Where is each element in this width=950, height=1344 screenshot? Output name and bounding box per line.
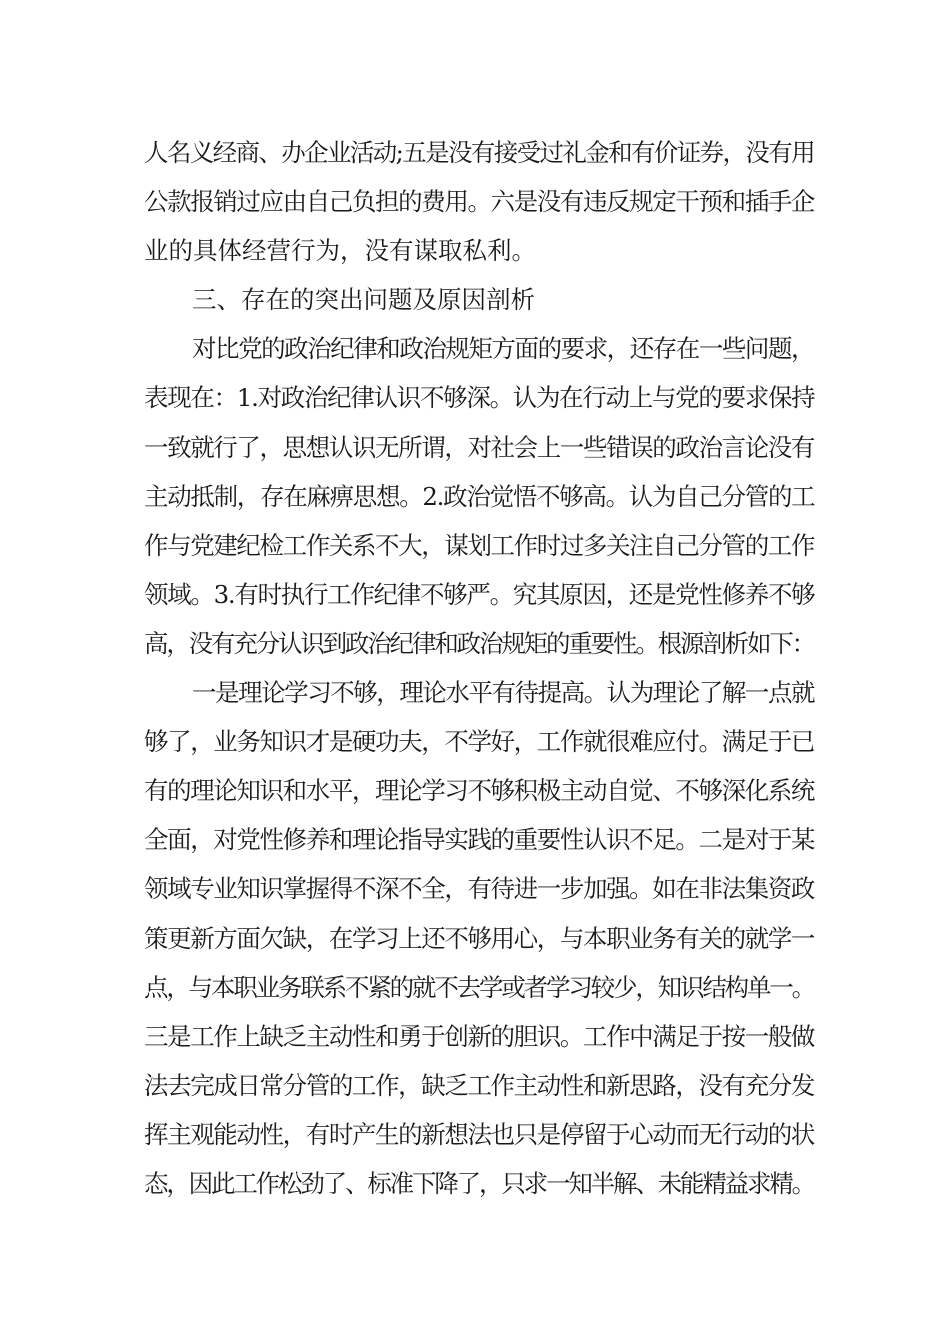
body-line: 公款报销过应由自己负担的费用。六是没有违反规定干预和插手企 <box>144 187 814 217</box>
body-line: 态，因此工作松劲了、标准下降了，只求一知半解、未能精益求精。 <box>144 1168 814 1198</box>
body-line: 作与党建纪检工作关系不大，谋划工作时过多关注自己分管的工作 <box>144 530 814 560</box>
body-line: 策更新方面欠缺，在学习上还不够用心，与本职业务有关的就学一 <box>144 923 814 953</box>
body-line: 领域专业知识掌握得不深不全，有待进一步加强。如在非法集资政 <box>144 874 814 904</box>
body-line: 主动抵制，存在麻痹思想。2.政治觉悟不够高。认为自己分管的工 <box>144 481 815 511</box>
paragraph-first-line: 一是理论学习不够，理论水平有待提高。认为理论了解一点就 <box>192 678 814 708</box>
body-line: 一致就行了，思想认识无所谓，对社会上一些错误的政治言论没有 <box>144 432 814 462</box>
body-line: 表现在：1.对政治纪律认识不够深。认为在行动上与党的要求保持 <box>144 383 815 413</box>
body-line: 领域。3.有时执行工作纪律不够严。究其原因，还是党性修养不够 <box>144 579 815 609</box>
body-line: 够了，业务知识才是硬功夫，不学好，工作就很难应付。满足于已 <box>144 727 814 757</box>
body-line: 人名义经商、办企业活动;五是没有接受过礼金和有价证券，没有用 <box>144 138 814 167</box>
paragraph-first-line: 对比党的政治纪律和政治规矩方面的要求，还存在一些问题， <box>192 334 814 364</box>
paragraph-end-line: 高，没有充分认识到政治纪律和政治规矩的重要性。根源剖析如下： <box>144 628 814 658</box>
body-line: 全面，对党性修养和理论指导实践的重要性认识不足。二是对于某 <box>144 825 814 855</box>
section-heading: 三、存在的突出问题及原因剖析 <box>192 285 535 315</box>
paragraph-end-line: 业的具体经营行为，没有谋取私利。 <box>144 236 536 266</box>
body-line: 有的理论知识和水平，理论学习不够积极主动自觉、不够深化系统 <box>144 776 814 806</box>
body-line: 法去完成日常分管的工作，缺乏工作主动性和新思路，没有充分发 <box>144 1070 814 1100</box>
body-line: 挥主观能动性，有时产生的新想法也只是停留于心动而无行动的状 <box>144 1119 814 1149</box>
body-line: 三是工作上缺乏主动性和勇于创新的胆识。工作中满足于按一般做 <box>144 1021 814 1051</box>
body-line: 点，与本职业务联系不紧的就不去学或者学习较少，知识结构单一。 <box>144 972 814 1002</box>
document-body <box>144 128 814 1208</box>
